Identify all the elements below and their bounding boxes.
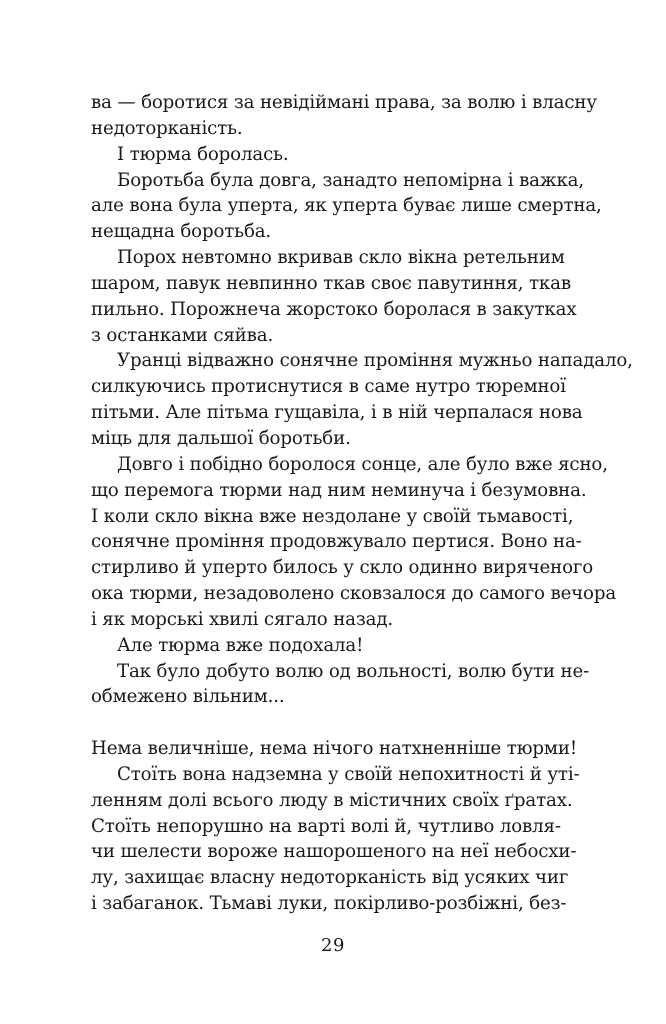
text-line: Але тюрма вже подохала! [117, 634, 364, 656]
text-line: ленням долі всього люду в містичних своїх ґратах. [91, 789, 573, 811]
text-line: Так було добуто волю од вольності, волю бути не- [117, 660, 590, 682]
text-line: Стоїть непорушно на варті волі й, чутливо ловля- [91, 815, 561, 837]
text-line: Боротьба була довга, занадто непомірна і важка, [117, 169, 584, 191]
text-line: Нема величніше, нема нічого натхненніше тюрми! [91, 738, 578, 760]
text-line: ока тюрми, незадоволено сковзалося до самого вечора [91, 583, 617, 605]
text-line: недоторканість. [91, 117, 243, 139]
text-line: обмежено вільним... [91, 686, 285, 708]
text-line: лу, захищає власну недоторканість від усяких чиг [91, 867, 569, 889]
text-line: і як морські хвилі сягало назад. [91, 608, 394, 630]
paragraph-gap [91, 710, 553, 736]
text-line: І коли скло вікна вже нездолане у своїй тьмавості, [91, 505, 574, 527]
text-line: сонячне проміння продовжувало пертися. Воно на- [91, 531, 582, 553]
text-line: силкуючись протиснутися в саме нутро тюремної [91, 376, 566, 398]
text-line: з останками сяйва. [91, 324, 274, 346]
text-line: міць для дальшої боротьби. [91, 427, 351, 449]
text-line: чи шелести вороже нашорошеного на неї небосхи- [91, 841, 577, 863]
text-line: І тюрма боролась. [117, 143, 289, 165]
text-line: ва — боротися за невідіймані права, за волю і власну [91, 92, 597, 113]
text-line: але вона була уперта, як уперта буває лише смертна, [91, 195, 602, 217]
text-line: Порох невтомно вкривав скло вікна ретельним [117, 247, 565, 269]
text-line: що перемога тюрми над ним неминуча і безумовна. [91, 479, 587, 501]
text-line: Уранці відважно сонячне проміння мужньо нападало, [117, 350, 633, 372]
text-line: шаром, павук невпинно ткав своє павутиння, ткав [91, 272, 571, 294]
body-text [91, 90, 633, 917]
text-line: пітьми. Але пітьма гущавіла, і в ній черпалася нова [91, 402, 583, 424]
text-line: Довго і побідно боролося сонце, але було вже ясно, [117, 453, 608, 475]
text-line: Стоїть вона надземна у своїй непохитності й уті- [117, 763, 580, 785]
page-number: 29 [321, 935, 345, 956]
text-line: і забаганок. Тьмаві луки, покірливо-розбіжні, без- [91, 893, 567, 915]
text-line: нещадна боротьба. [91, 221, 272, 243]
text-line: пильно. Порожнеча жорстоко боролася в закутках [91, 298, 577, 320]
text-line: стирливо й уперто билось у скло одинно виряченого [91, 557, 594, 579]
